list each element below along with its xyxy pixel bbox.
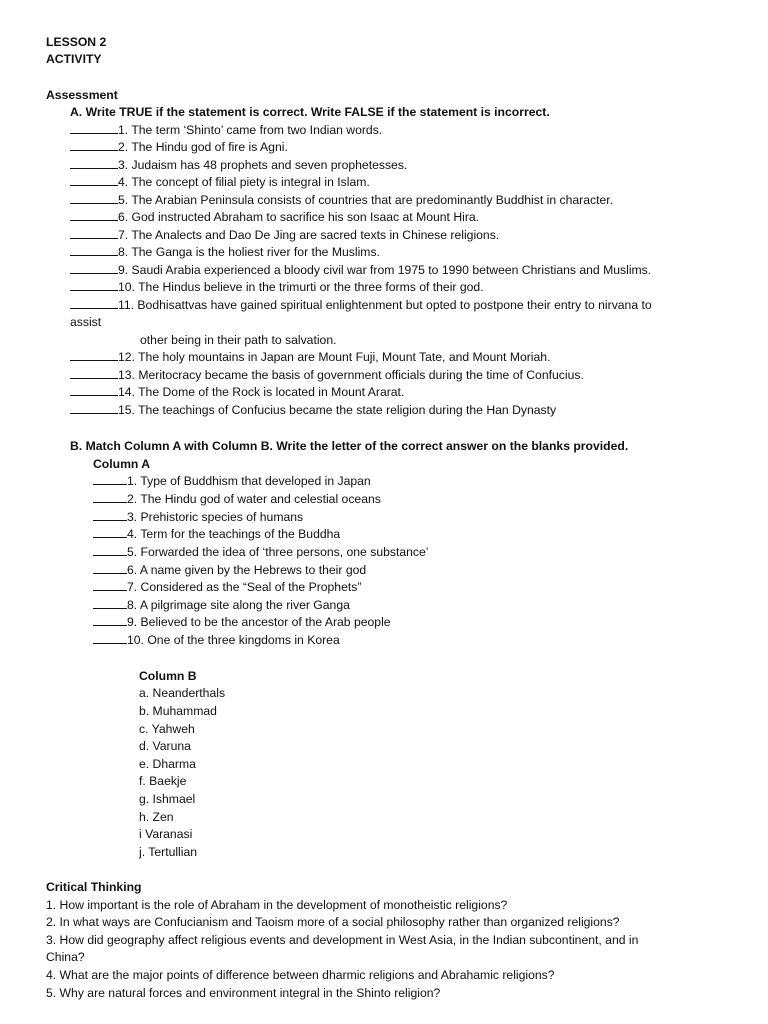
- list-item: 2. The Hindu god of fire is Agni.: [70, 139, 288, 157]
- list-item: e. Dharma: [139, 757, 196, 771]
- answer-blank[interactable]: [93, 473, 127, 485]
- list-item: j. Tertullian: [139, 845, 198, 859]
- list-item: 10. The Hindus believe in the trimurti or the three forms of their god.: [70, 279, 484, 297]
- answer-blank[interactable]: [70, 384, 118, 396]
- question: 4. What are the major points of difference between dharmic religions and Abrahamic religions?: [46, 968, 555, 982]
- answer-blank[interactable]: [70, 279, 118, 291]
- list-item: 9. Believed to be the ancestor of the Arab people: [93, 614, 391, 632]
- answer-blank[interactable]: [93, 579, 127, 591]
- answer-blank[interactable]: [70, 209, 118, 221]
- list-item: 14. The Dome of the Rock is located in Mount Ararat.: [70, 384, 404, 402]
- answer-blank[interactable]: [70, 174, 118, 186]
- list-item-continuation: other being in their path to salvation.: [140, 333, 337, 347]
- column-a-heading: Column A: [93, 457, 151, 471]
- list-item: 5. The Arabian Peninsula consists of countries that are predominantly Buddhist in character.: [70, 192, 613, 210]
- list-item: d. Varuna: [139, 739, 191, 753]
- answer-blank[interactable]: [70, 192, 118, 204]
- answer-blank[interactable]: [70, 402, 118, 414]
- list-item: 4. The concept of filial piety is integral in Islam.: [70, 174, 370, 192]
- list-item: 7. Considered as the “Seal of the Prophets”: [93, 579, 361, 597]
- list-item: 4. Term for the teachings of the Buddha: [93, 526, 340, 544]
- list-item: f. Baekje: [139, 774, 187, 788]
- list-item: 12. The holy mountains in Japan are Mount Fuji, Mount Tate, and Mount Moriah.: [70, 349, 550, 367]
- list-item: 8. The Ganga is the holiest river for the Muslims.: [70, 244, 380, 262]
- list-item: 7. The Analects and Dao De Jing are sacred texts in Chinese religions.: [70, 227, 499, 245]
- answer-blank[interactable]: [70, 244, 118, 256]
- answer-blank[interactable]: [70, 227, 118, 239]
- list-item: 1. Type of Buddhism that developed in Japan: [93, 473, 371, 491]
- critical-thinking-heading: Critical Thinking: [46, 880, 142, 894]
- list-item: 5. Forwarded the idea of ‘three persons, one substance’: [93, 544, 429, 562]
- list-item: 3. Prehistoric species of humans: [93, 509, 303, 527]
- lesson-label: LESSON 2: [46, 35, 107, 49]
- answer-blank[interactable]: [70, 262, 118, 274]
- list-item: g. Ishmael: [139, 792, 196, 806]
- answer-blank[interactable]: [70, 122, 118, 134]
- question: 5. Why are natural forces and environment integral in the Shinto religion?: [46, 986, 441, 1000]
- list-item: 8. A pilgrimage site along the river Ganga: [93, 597, 350, 615]
- list-item: 1. The term ‘Shinto’ came from two Indian words.: [70, 122, 382, 140]
- part-b-instruction: B. Match Column A with Column B. Write the letter of the correct answer on the blanks provided.: [70, 439, 629, 453]
- list-item-wrap: assist: [70, 315, 102, 329]
- answer-blank[interactable]: [70, 367, 118, 379]
- answer-blank[interactable]: [70, 139, 118, 151]
- answer-blank[interactable]: [93, 526, 127, 538]
- question: 3. How did geography affect religious events and development in West Asia, in the Indian subcontinent, and in: [46, 933, 639, 947]
- answer-blank[interactable]: [93, 544, 127, 556]
- list-item: 3. Judaism has 48 prophets and seven prophetesses.: [70, 157, 407, 175]
- list-item: 9. Saudi Arabia experienced a bloody civil war from 1975 to 1990 between Christians and Muslims.: [70, 262, 651, 280]
- list-item: 13. Meritocracy became the basis of government officials during the time of Confucius.: [70, 367, 584, 385]
- answer-blank[interactable]: [93, 491, 127, 503]
- list-item: b. Muhammad: [139, 704, 217, 718]
- activity-label: ACTIVITY: [46, 52, 102, 66]
- assessment-heading: Assessment: [46, 88, 118, 102]
- part-a-instruction: A. Write TRUE if the statement is correct. Write FALSE if the statement is incorrect.: [70, 105, 550, 119]
- list-item: 15. The teachings of Confucius became the state religion during the Han Dynasty: [70, 402, 556, 420]
- answer-blank[interactable]: [93, 509, 127, 521]
- list-item: 6. God instructed Abraham to sacrifice his son Isaac at Mount Hira.: [70, 209, 479, 227]
- list-item: i Varanasi: [139, 827, 193, 841]
- list-item: h. Zen: [139, 810, 174, 824]
- answer-blank[interactable]: [93, 597, 127, 609]
- question: 2. In what ways are Confucianism and Taoism more of a social philosophy rather than organized religions?: [46, 915, 620, 929]
- column-b-heading: Column B: [139, 669, 197, 683]
- answer-blank[interactable]: [70, 349, 118, 361]
- list-item: a. Neanderthals: [139, 686, 226, 700]
- list-item: c. Yahweh: [139, 722, 195, 736]
- answer-blank[interactable]: [70, 157, 118, 169]
- answer-blank[interactable]: [93, 632, 127, 644]
- list-item: 2. The Hindu god of water and celestial oceans: [93, 491, 381, 509]
- list-item: 11. Bodhisattvas have gained spiritual enlightenment but opted to postpone their entry to nirvana to: [70, 297, 652, 315]
- list-item: 10. One of the three kingdoms in Korea: [93, 632, 340, 650]
- answer-blank[interactable]: [70, 297, 118, 309]
- question-continuation: China?: [46, 950, 85, 964]
- list-item: 6. A name given by the Hebrews to their god: [93, 562, 366, 580]
- question: 1. How important is the role of Abraham in the development of monotheistic religions?: [46, 898, 508, 912]
- answer-blank[interactable]: [93, 614, 127, 626]
- answer-blank[interactable]: [93, 562, 127, 574]
